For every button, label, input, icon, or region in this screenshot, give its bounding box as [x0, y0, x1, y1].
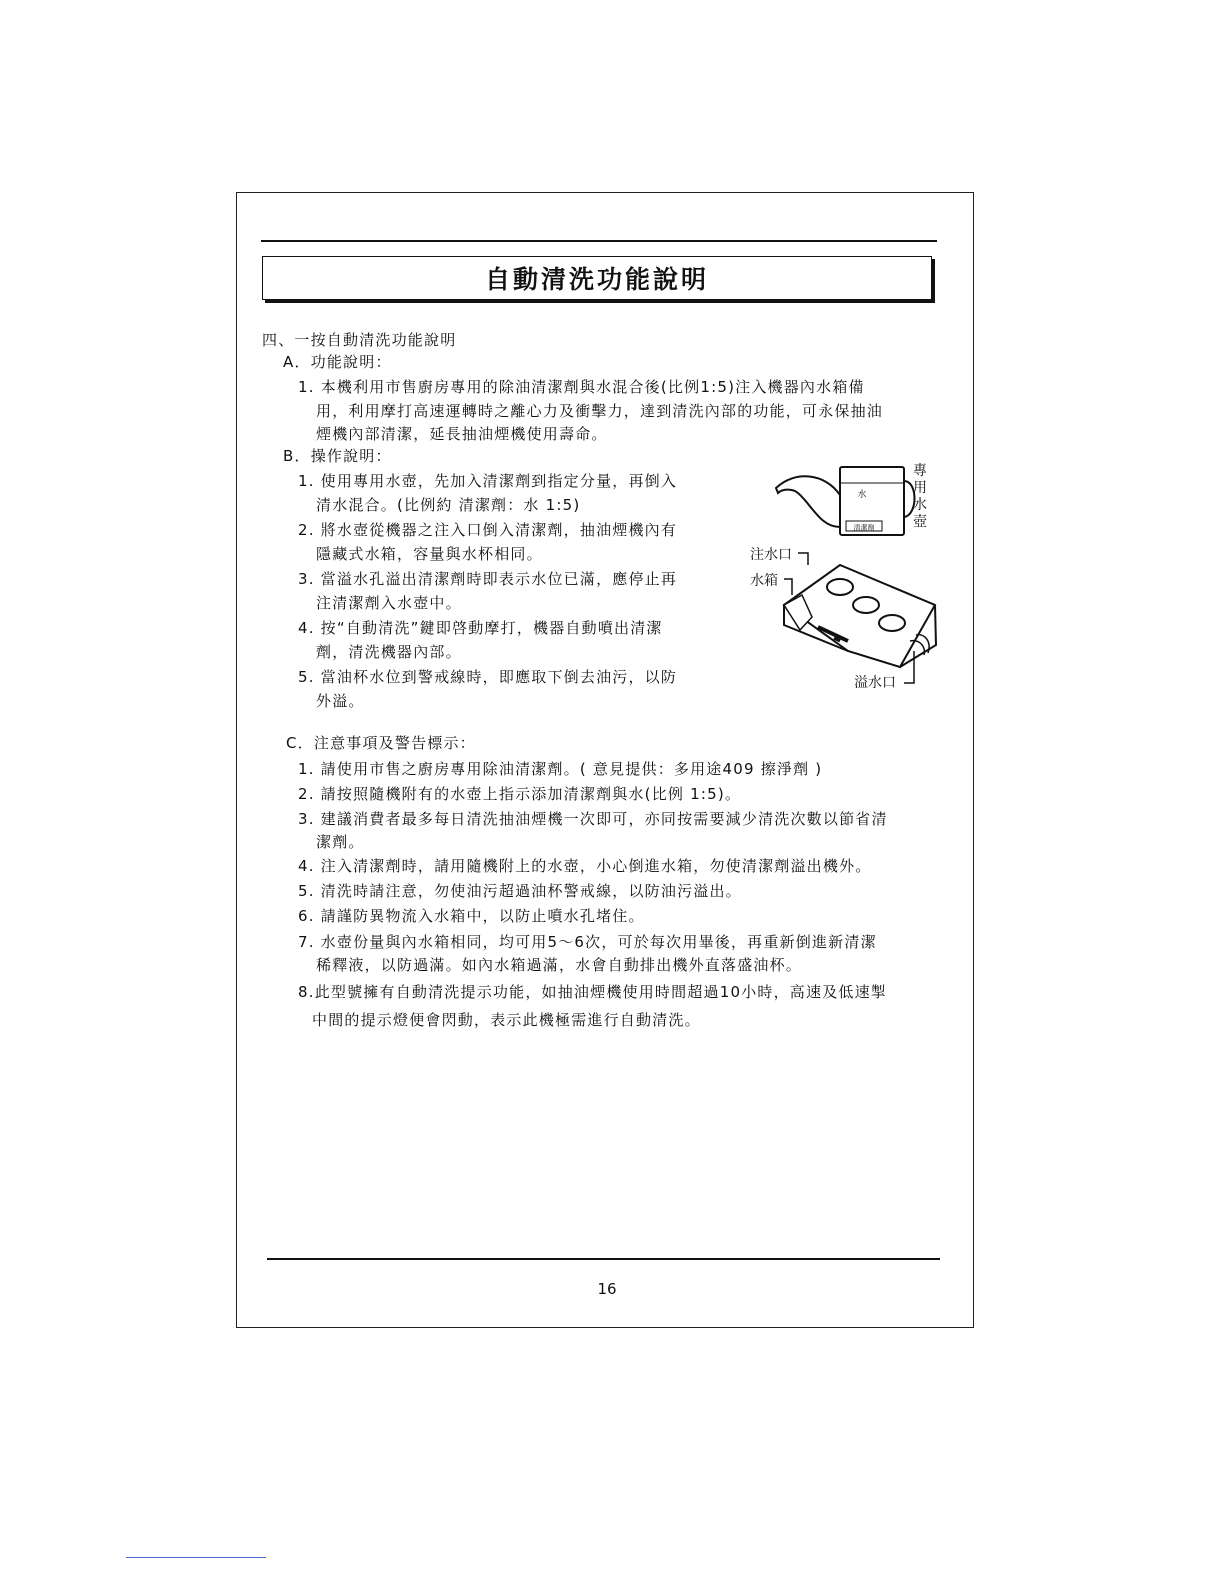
kettle-and-tank-diagram [740, 455, 940, 700]
function-line: 煙機內部清潔，延長抽油煙機使用壽命。 [316, 425, 608, 443]
function-line: 用，利用摩打高速運轉時之離心力及衝擊力，達到清洗內部的功能，可永保抽油 [316, 402, 884, 420]
warning-line: 5. 清洗時請注意，勿使油污超過油杯警戒線，以防油污溢出。 [298, 882, 742, 900]
operation-line: 劑，清洗機器內部。 [316, 643, 462, 661]
function-heading: A．功能說明： [283, 353, 392, 371]
tank-label: 水箱 [750, 573, 778, 589]
water-label: 水 [857, 490, 867, 500]
operation-line: 隱藏式水箱，容量與水杯相同。 [316, 545, 543, 563]
operation-line: 4. 按“自動清洗”鍵即啓動摩打，機器自動噴出清潔 [298, 619, 663, 637]
kettle-illustration [776, 467, 915, 535]
warning-line: 4. 注入清潔劑時，請用隨機附上的水壺，小心倒進水箱，勿使清潔劑溢出機外。 [298, 857, 872, 875]
warning-line: 1. 請使用市售之廚房專用除油清潔劑。( 意見提供：多用途409 擦淨劑 ) [298, 760, 823, 778]
operation-line: 5. 當油杯水位到警戒線時，即應取下倒去油污，以防 [298, 668, 678, 686]
operation-heading: B．操作說明： [283, 447, 392, 465]
warning-line: 7. 水壺份量與內水箱相同，均可用5～6次，可於每次用畢後，再重新倒進新清潔 [298, 933, 877, 951]
operation-line: 3. 當溢水孔溢出清潔劑時即表示水位已滿，應停止再 [298, 570, 678, 588]
overflow-label: 溢水口 [854, 675, 896, 691]
operation-line: 清水混合。(比例約 清潔劑：水 1:5) [316, 496, 581, 514]
range-hood-illustration [784, 565, 936, 667]
warning-line: 潔劑。 [316, 833, 365, 851]
operation-line: 1. 使用專用水壺，先加入清潔劑到指定分量，再倒入 [298, 472, 678, 490]
kettle-label-char: 壺 [913, 514, 927, 530]
warning-line: 中間的提示燈便會閃動，表示此機極需進行自動清洗。 [312, 1011, 701, 1029]
function-line: 1. 本機利用市售廚房專用的除油清潔劑與水混合後(比例1:5)注入機器內水箱備 [298, 378, 865, 396]
section-heading: 四、一按自動清洗功能說明 [262, 331, 457, 349]
warning-line: 稀釋液，以防過滿。如內水箱過滿，水會自動排出機外直落盛油杯。 [316, 956, 803, 974]
page-title: 自動清洗功能說明 [484, 265, 709, 294]
page-number: 16 [597, 1280, 617, 1298]
kettle-label-char: 專 [913, 463, 927, 479]
kettle-label-char: 用 [913, 480, 927, 496]
operation-line: 2. 將水壺從機器之注入口倒入清潔劑，抽油煙機內有 [298, 521, 678, 539]
kettle-label-char: 水 [913, 497, 927, 513]
operation-line: 注清潔劑入水壺中。 [316, 594, 462, 612]
inlet-label: 注水口 [750, 547, 792, 563]
warning-line: 2. 請按照隨機附有的水壺上指示添加清潔劑與水(比例 1:5)。 [298, 785, 742, 803]
warning-line: 8.此型號擁有自動清洗提示功能，如抽油煙機使用時間超過10小時，高速及低速掣 [298, 983, 888, 1001]
operation-line: 外溢。 [316, 692, 365, 710]
warning-line: 6. 請謹防異物流入水箱中，以防止噴水孔堵住。 [298, 907, 645, 925]
detergent-label: 清潔劑 [853, 524, 875, 532]
bottom-rule [267, 1258, 940, 1260]
top-rule [261, 240, 937, 242]
tank-leader [784, 579, 792, 595]
warning-line: 3. 建議消費者最多每日清洗抽油煙機一次即可，亦同按需要減少清洗次數以節省清 [298, 810, 888, 828]
title-box [262, 256, 932, 300]
inlet-leader [798, 553, 808, 565]
warnings-heading: C．注意事項及警告標示： [286, 734, 476, 752]
footnote-rule [126, 1557, 266, 1558]
